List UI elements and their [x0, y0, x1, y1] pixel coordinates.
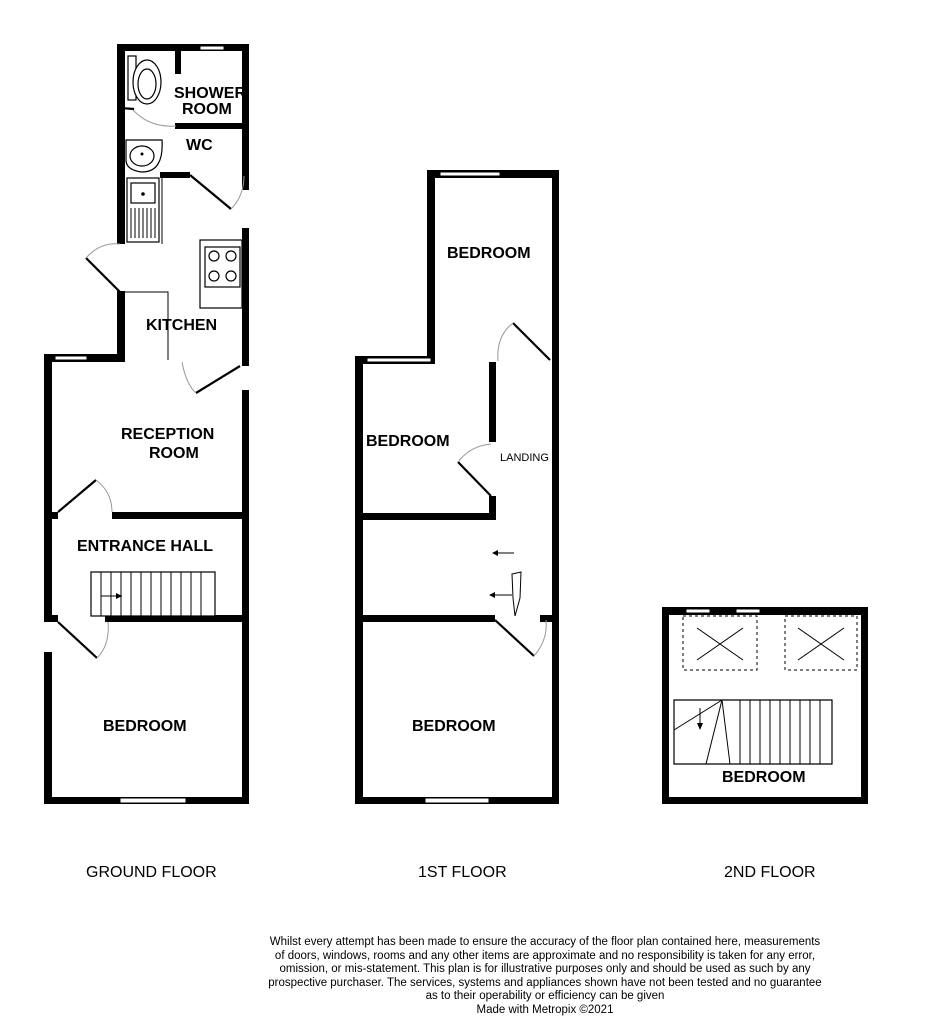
sink-icon	[127, 178, 159, 242]
shower-room-label-2: ROOM	[182, 101, 232, 118]
ground-floor-stairs	[91, 572, 215, 616]
second-floor-plan	[662, 607, 868, 804]
disclaimer-line: Whilst every attempt has been made to ensure the accuracy of the floor plan contained here, measurements	[269, 936, 821, 948]
ground-floor-plan	[44, 44, 249, 804]
credit-text: Made with Metropix ©2021	[476, 1003, 614, 1016]
basin-icon	[126, 140, 162, 172]
ground-bedroom-label: BEDROOM	[103, 718, 187, 735]
disclaimer-line: prospective purchaser. The services, systems and appliances shown have not been tested and no guarantee	[268, 976, 822, 989]
first-rear-bedroom-label: BEDROOM	[447, 245, 531, 262]
disclaimer-text	[230, 936, 860, 1018]
ground-floor-label: GROUND FLOOR	[86, 864, 217, 881]
reception-room-label-2: ROOM	[149, 445, 199, 462]
reception-room-label-1: RECEPTION	[121, 426, 215, 443]
skylight-icon	[683, 609, 857, 670]
entrance-hall-label: ENTRANCE HALL	[77, 538, 213, 555]
second-floor-label: 2ND FLOOR	[724, 864, 816, 881]
first-floor-label: 1ST FLOOR	[418, 864, 507, 881]
wc-label: WC	[186, 137, 213, 154]
hob-icon	[200, 240, 242, 308]
shower-room-label-1: SHOWER	[174, 85, 246, 102]
toilet-icon	[128, 56, 161, 104]
second-bedroom-label: BEDROOM	[722, 769, 806, 786]
first-floor-plan	[355, 170, 559, 804]
disclaimer-line: omission, or mis-statement. This plan is for illustrative purposes only and should be used as such by any	[279, 963, 811, 976]
disclaimer-line: of doors, windows, rooms and any other items are approximate and no responsibility is taken for any error,	[274, 949, 816, 962]
disclaimer-line: as to their operability or efficiency can be given	[425, 990, 665, 1003]
kitchen-label: KITCHEN	[146, 317, 218, 334]
first-front-bedroom-label: BEDROOM	[412, 718, 496, 735]
landing-label: LANDING	[500, 452, 549, 464]
first-middle-bedroom-label: BEDROOM	[366, 433, 450, 450]
second-floor-stairs	[674, 700, 832, 764]
